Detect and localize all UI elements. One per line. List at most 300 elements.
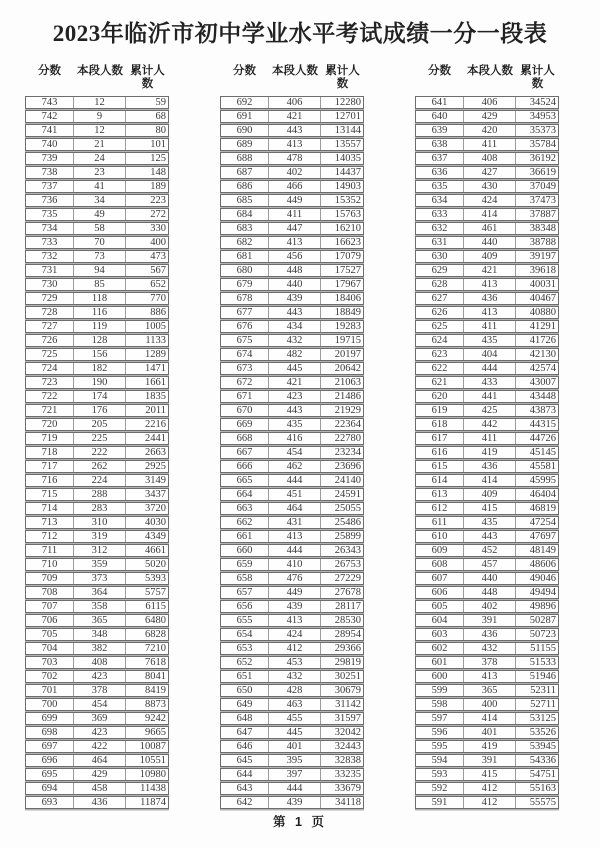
score-cell: 660 <box>221 545 269 556</box>
cumulative-count-cell: 50723 <box>529 629 556 640</box>
score-cell: 638 <box>416 139 464 150</box>
score-cell: 648 <box>221 713 269 724</box>
cumulative-count-cell: 24140 <box>334 475 361 486</box>
cumulative-count-cell: 101 <box>150 139 166 150</box>
cumulative-count-cell: 21486 <box>334 391 361 402</box>
cumulative-count-cell: 23696 <box>334 461 361 472</box>
score-cell: 595 <box>416 741 464 752</box>
score-cell: 722 <box>26 391 74 402</box>
segment-count-cell: 21 <box>74 139 126 150</box>
segment-count-cell: 428 <box>269 685 321 696</box>
cumulative-count-cell: 6115 <box>145 601 166 612</box>
cumulative-count-cell: 12280 <box>334 97 361 108</box>
cumulative-count-cell: 43448 <box>529 391 556 402</box>
score-cell: 656 <box>221 601 269 612</box>
score-cell: 657 <box>221 587 269 598</box>
table-header-row <box>220 65 364 91</box>
score-cell: 633 <box>416 209 464 220</box>
table-row <box>220 348 364 361</box>
cumulative-count-cell: 8419 <box>145 685 166 696</box>
cumulative-count-cell: 10087 <box>139 741 166 752</box>
segment-count-cell: 401 <box>464 727 516 738</box>
segment-count-cell: 444 <box>269 475 321 486</box>
score-cell: 667 <box>221 447 269 458</box>
score-cell: 666 <box>221 461 269 472</box>
segment-count-cell: 412 <box>464 797 516 808</box>
cumulative-count-cell: 35373 <box>529 125 556 136</box>
score-cell: 627 <box>416 293 464 304</box>
score-cell: 729 <box>26 293 74 304</box>
cumulative-count-cell: 36619 <box>529 167 556 178</box>
cumulative-count-cell: 2216 <box>145 419 166 430</box>
score-cell: 735 <box>26 209 74 220</box>
cumulative-count-cell: 47254 <box>529 517 556 528</box>
table-row <box>25 754 169 767</box>
segment-count-cell: 382 <box>74 643 126 654</box>
table-row <box>220 572 364 585</box>
table-row <box>415 712 559 725</box>
score-cell: 591 <box>416 797 464 808</box>
table-row <box>220 404 364 417</box>
cumulative-count-cell: 28954 <box>334 629 361 640</box>
segment-count-cell: 436 <box>464 629 516 640</box>
cumulative-count-cell: 272 <box>150 209 166 220</box>
table-row <box>415 404 559 417</box>
cumulative-count-cell: 30679 <box>334 685 361 696</box>
segment-count-cell: 422 <box>74 741 126 752</box>
table-body <box>25 96 169 809</box>
column-header-score: 分数 <box>428 65 451 77</box>
table-row <box>25 278 169 291</box>
score-cell: 717 <box>26 461 74 472</box>
score-cell: 697 <box>26 741 74 752</box>
table-row <box>25 446 169 459</box>
segment-count-cell: 461 <box>464 223 516 234</box>
table-row <box>25 586 169 599</box>
cumulative-count-cell: 39618 <box>529 265 556 276</box>
table-row <box>415 348 559 361</box>
column-header-cumulative-count: 累计人数 <box>130 65 165 90</box>
cumulative-count-cell: 51946 <box>529 671 556 682</box>
table-row <box>25 460 169 473</box>
table-row <box>25 474 169 487</box>
score-tables-container <box>0 65 600 810</box>
score-cell: 688 <box>221 153 269 164</box>
table-row <box>220 698 364 711</box>
segment-count-cell: 413 <box>269 615 321 626</box>
cumulative-count-cell: 20197 <box>334 349 361 360</box>
table-row <box>415 488 559 501</box>
table-row <box>25 222 169 235</box>
cumulative-count-cell: 40031 <box>529 279 556 290</box>
cumulative-count-cell: 44726 <box>529 433 556 444</box>
cumulative-count-cell: 9242 <box>145 713 166 724</box>
table-row <box>415 516 559 529</box>
score-cell: 668 <box>221 433 269 444</box>
table-row <box>25 306 169 319</box>
score-cell: 641 <box>416 97 464 108</box>
score-cell: 611 <box>416 517 464 528</box>
segment-count-cell: 182 <box>74 363 126 374</box>
table-row <box>25 292 169 305</box>
table-row <box>220 502 364 515</box>
segment-count-cell: 412 <box>269 643 321 654</box>
segment-count-cell: 411 <box>464 139 516 150</box>
table-row <box>415 698 559 711</box>
score-cell: 644 <box>221 769 269 780</box>
cumulative-count-cell: 49046 <box>529 573 556 584</box>
score-cell: 671 <box>221 391 269 402</box>
table-row <box>220 96 364 109</box>
segment-count-cell: 413 <box>269 531 321 542</box>
score-cell: 645 <box>221 755 269 766</box>
segment-count-cell: 319 <box>74 531 126 542</box>
cumulative-count-cell: 1661 <box>145 377 166 388</box>
cumulative-count-cell: 37473 <box>529 195 556 206</box>
table-row <box>220 684 364 697</box>
segment-count-cell: 414 <box>464 713 516 724</box>
cumulative-count-cell: 3437 <box>145 489 166 500</box>
cumulative-count-cell: 3720 <box>145 503 166 514</box>
table-row <box>415 334 559 347</box>
cumulative-count-cell: 49494 <box>529 587 556 598</box>
score-cell: 725 <box>26 349 74 360</box>
score-cell: 608 <box>416 559 464 570</box>
score-cell: 639 <box>416 125 464 136</box>
segment-count-cell: 458 <box>74 783 126 794</box>
table-row <box>220 474 364 487</box>
score-cell: 661 <box>221 531 269 542</box>
score-cell: 741 <box>26 125 74 136</box>
table-row <box>220 796 364 809</box>
cumulative-count-cell: 16623 <box>334 237 361 248</box>
table-row <box>25 418 169 431</box>
table-row <box>25 698 169 711</box>
table-row <box>220 208 364 221</box>
table-row <box>220 418 364 431</box>
score-cell: 655 <box>221 615 269 626</box>
score-cell: 696 <box>26 755 74 766</box>
table-row <box>25 152 169 165</box>
segment-count-cell: 432 <box>464 643 516 654</box>
score-cell: 626 <box>416 307 464 318</box>
table-row <box>415 460 559 473</box>
table-row <box>25 194 169 207</box>
segment-count-cell: 444 <box>464 363 516 374</box>
segment-count-cell: 401 <box>269 741 321 752</box>
column-header-cumulative-count: 累计人数 <box>520 65 555 90</box>
score-cell: 700 <box>26 699 74 710</box>
table-row <box>25 502 169 515</box>
score-cell: 649 <box>221 699 269 710</box>
score-cell: 687 <box>221 167 269 178</box>
cumulative-count-cell: 4349 <box>145 531 166 542</box>
segment-count-cell: 12 <box>74 97 126 108</box>
segment-count-cell: 415 <box>464 769 516 780</box>
segment-count-cell: 411 <box>464 433 516 444</box>
table-row <box>220 138 364 151</box>
score-cell: 594 <box>416 755 464 766</box>
table-row <box>25 530 169 543</box>
cumulative-count-cell: 8041 <box>145 671 166 682</box>
cumulative-count-cell: 37887 <box>529 209 556 220</box>
segment-count-cell: 205 <box>74 419 126 430</box>
cumulative-count-cell: 43007 <box>529 377 556 388</box>
score-cell: 664 <box>221 489 269 500</box>
cumulative-count-cell: 473 <box>150 251 166 262</box>
segment-count-cell: 288 <box>74 489 126 500</box>
score-table-right <box>415 65 559 810</box>
score-cell: 679 <box>221 279 269 290</box>
segment-count-cell: 412 <box>464 783 516 794</box>
cumulative-count-cell: 11874 <box>140 797 166 808</box>
cumulative-count-cell: 41726 <box>529 335 556 346</box>
table-row <box>220 712 364 725</box>
table-row <box>220 600 364 613</box>
table-row <box>25 628 169 641</box>
table-row <box>25 670 169 683</box>
cumulative-count-cell: 45581 <box>529 461 556 472</box>
score-cell: 694 <box>26 783 74 794</box>
table-row <box>220 278 364 291</box>
segment-count-cell: 432 <box>269 335 321 346</box>
score-cell: 724 <box>26 363 74 374</box>
cumulative-count-cell: 46404 <box>529 489 556 500</box>
table-row <box>25 138 169 151</box>
segment-count-cell: 413 <box>464 671 516 682</box>
score-table-middle <box>220 65 364 810</box>
table-header-row <box>25 65 169 91</box>
segment-count-cell: 156 <box>74 349 126 360</box>
cumulative-count-cell: 29819 <box>334 657 361 668</box>
score-cell: 689 <box>221 139 269 150</box>
cumulative-count-cell: 55575 <box>529 797 556 808</box>
table-row <box>220 110 364 123</box>
cumulative-count-cell: 16210 <box>334 223 361 234</box>
segment-count-cell: 439 <box>269 601 321 612</box>
score-cell: 680 <box>221 265 269 276</box>
column-header-segment-count: 本段人数 <box>77 65 123 77</box>
score-cell: 642 <box>221 797 269 808</box>
segment-count-cell: 402 <box>269 167 321 178</box>
score-cell: 619 <box>416 405 464 416</box>
score-cell: 597 <box>416 713 464 724</box>
segment-count-cell: 443 <box>269 125 321 136</box>
segment-count-cell: 482 <box>269 349 321 360</box>
segment-count-cell: 429 <box>464 111 516 122</box>
score-cell: 711 <box>26 545 74 556</box>
cumulative-count-cell: 25055 <box>334 503 361 514</box>
segment-count-cell: 427 <box>464 167 516 178</box>
score-cell: 593 <box>416 769 464 780</box>
cumulative-count-cell: 54336 <box>529 755 556 766</box>
cumulative-count-cell: 5020 <box>145 559 166 570</box>
table-row <box>25 614 169 627</box>
cumulative-count-cell: 51155 <box>530 643 556 654</box>
score-cell: 618 <box>416 419 464 430</box>
segment-count-cell: 406 <box>464 97 516 108</box>
segment-count-cell: 452 <box>464 545 516 556</box>
score-cell: 605 <box>416 601 464 612</box>
score-cell: 718 <box>26 447 74 458</box>
segment-count-cell: 431 <box>269 517 321 528</box>
cumulative-count-cell: 34953 <box>529 111 556 122</box>
score-cell: 721 <box>26 405 74 416</box>
segment-count-cell: 435 <box>269 419 321 430</box>
score-cell: 737 <box>26 181 74 192</box>
cumulative-count-cell: 37049 <box>529 181 556 192</box>
cumulative-count-cell: 32443 <box>334 741 361 752</box>
cumulative-count-cell: 68 <box>155 111 166 122</box>
table-row <box>25 796 169 809</box>
table-row <box>415 376 559 389</box>
table-row <box>220 656 364 669</box>
score-cell: 615 <box>416 461 464 472</box>
cumulative-count-cell: 40467 <box>529 293 556 304</box>
segment-count-cell: 463 <box>269 699 321 710</box>
cumulative-count-cell: 24591 <box>334 489 361 500</box>
score-cell: 631 <box>416 237 464 248</box>
table-row <box>415 194 559 207</box>
score-cell: 734 <box>26 223 74 234</box>
segment-count-cell: 453 <box>269 657 321 668</box>
segment-count-cell: 397 <box>269 769 321 780</box>
table-row <box>220 432 364 445</box>
segment-count-cell: 365 <box>464 685 516 696</box>
segment-count-cell: 358 <box>74 601 126 612</box>
segment-count-cell: 443 <box>464 531 516 542</box>
table-row <box>220 446 364 459</box>
table-row <box>415 96 559 109</box>
cumulative-count-cell: 23234 <box>334 447 361 458</box>
cumulative-count-cell: 15763 <box>334 209 361 220</box>
table-row <box>415 124 559 137</box>
table-row <box>220 306 364 319</box>
score-cell: 684 <box>221 209 269 220</box>
segment-count-cell: 408 <box>464 153 516 164</box>
table-row <box>415 362 559 375</box>
score-cell: 634 <box>416 195 464 206</box>
table-row <box>25 544 169 557</box>
table-row <box>415 138 559 151</box>
segment-count-cell: 419 <box>464 741 516 752</box>
score-cell: 647 <box>221 727 269 738</box>
segment-count-cell: 416 <box>269 433 321 444</box>
column-header-segment-count: 本段人数 <box>467 65 513 77</box>
cumulative-count-cell: 223 <box>150 195 166 206</box>
table-row <box>220 516 364 529</box>
score-cell: 686 <box>221 181 269 192</box>
score-cell: 651 <box>221 671 269 682</box>
score-cell: 602 <box>416 643 464 654</box>
cumulative-count-cell: 26343 <box>334 545 361 556</box>
segment-count-cell: 440 <box>269 279 321 290</box>
score-cell: 674 <box>221 349 269 360</box>
score-cell: 650 <box>221 685 269 696</box>
cumulative-count-cell: 42130 <box>529 349 556 360</box>
table-row <box>25 782 169 795</box>
score-cell: 629 <box>416 265 464 276</box>
cumulative-count-cell: 59 <box>155 97 166 108</box>
score-cell: 612 <box>416 503 464 514</box>
table-row <box>415 180 559 193</box>
table-row <box>25 712 169 725</box>
segment-count-cell: 436 <box>74 797 126 808</box>
cumulative-count-cell: 10980 <box>139 769 166 780</box>
segment-count-cell: 421 <box>269 111 321 122</box>
table-row <box>220 320 364 333</box>
table-row <box>25 726 169 739</box>
table-row <box>220 488 364 501</box>
cumulative-count-cell: 27678 <box>334 587 361 598</box>
table-row <box>415 222 559 235</box>
segment-count-cell: 409 <box>464 489 516 500</box>
cumulative-count-cell: 11438 <box>140 783 166 794</box>
column-header-score: 分数 <box>233 65 256 77</box>
cumulative-count-cell: 22780 <box>334 433 361 444</box>
table-row <box>415 754 559 767</box>
cumulative-count-cell: 30251 <box>334 671 361 682</box>
cumulative-count-cell: 1471 <box>145 363 166 374</box>
cumulative-count-cell: 7210 <box>145 643 166 654</box>
segment-count-cell: 439 <box>269 797 321 808</box>
segment-count-cell: 447 <box>269 223 321 234</box>
segment-count-cell: 94 <box>74 265 126 276</box>
table-row <box>25 124 169 137</box>
table-row <box>415 320 559 333</box>
segment-count-cell: 364 <box>74 587 126 598</box>
table-row <box>220 194 364 207</box>
score-cell: 699 <box>26 713 74 724</box>
table-row <box>25 600 169 613</box>
table-row <box>25 334 169 347</box>
segment-count-cell: 419 <box>464 447 516 458</box>
segment-count-cell: 434 <box>269 321 321 332</box>
score-cell: 622 <box>416 363 464 374</box>
cumulative-count-cell: 35784 <box>529 139 556 150</box>
score-cell: 740 <box>26 139 74 150</box>
table-row <box>415 670 559 683</box>
segment-count-cell: 85 <box>74 279 126 290</box>
segment-count-cell: 464 <box>269 503 321 514</box>
segment-count-cell: 454 <box>269 447 321 458</box>
table-row <box>220 726 364 739</box>
cumulative-count-cell: 886 <box>150 307 166 318</box>
table-row <box>220 642 364 655</box>
segment-count-cell: 391 <box>464 615 516 626</box>
table-row <box>220 782 364 795</box>
segment-count-cell: 41 <box>74 181 126 192</box>
segment-count-cell: 411 <box>269 209 321 220</box>
segment-count-cell: 455 <box>269 713 321 724</box>
segment-count-cell: 413 <box>269 237 321 248</box>
score-cell: 714 <box>26 503 74 514</box>
score-cell: 709 <box>26 573 74 584</box>
segment-count-cell: 58 <box>74 223 126 234</box>
table-row <box>25 250 169 263</box>
table-header-row <box>415 65 559 91</box>
segment-count-cell: 429 <box>74 769 126 780</box>
table-row <box>415 390 559 403</box>
segment-count-cell: 457 <box>464 559 516 570</box>
segment-count-cell: 440 <box>464 237 516 248</box>
table-row <box>415 152 559 165</box>
table-row <box>25 572 169 585</box>
segment-count-cell: 359 <box>74 559 126 570</box>
score-cell: 673 <box>221 363 269 374</box>
cumulative-count-cell: 5393 <box>145 573 166 584</box>
cumulative-count-cell: 14903 <box>334 181 361 192</box>
